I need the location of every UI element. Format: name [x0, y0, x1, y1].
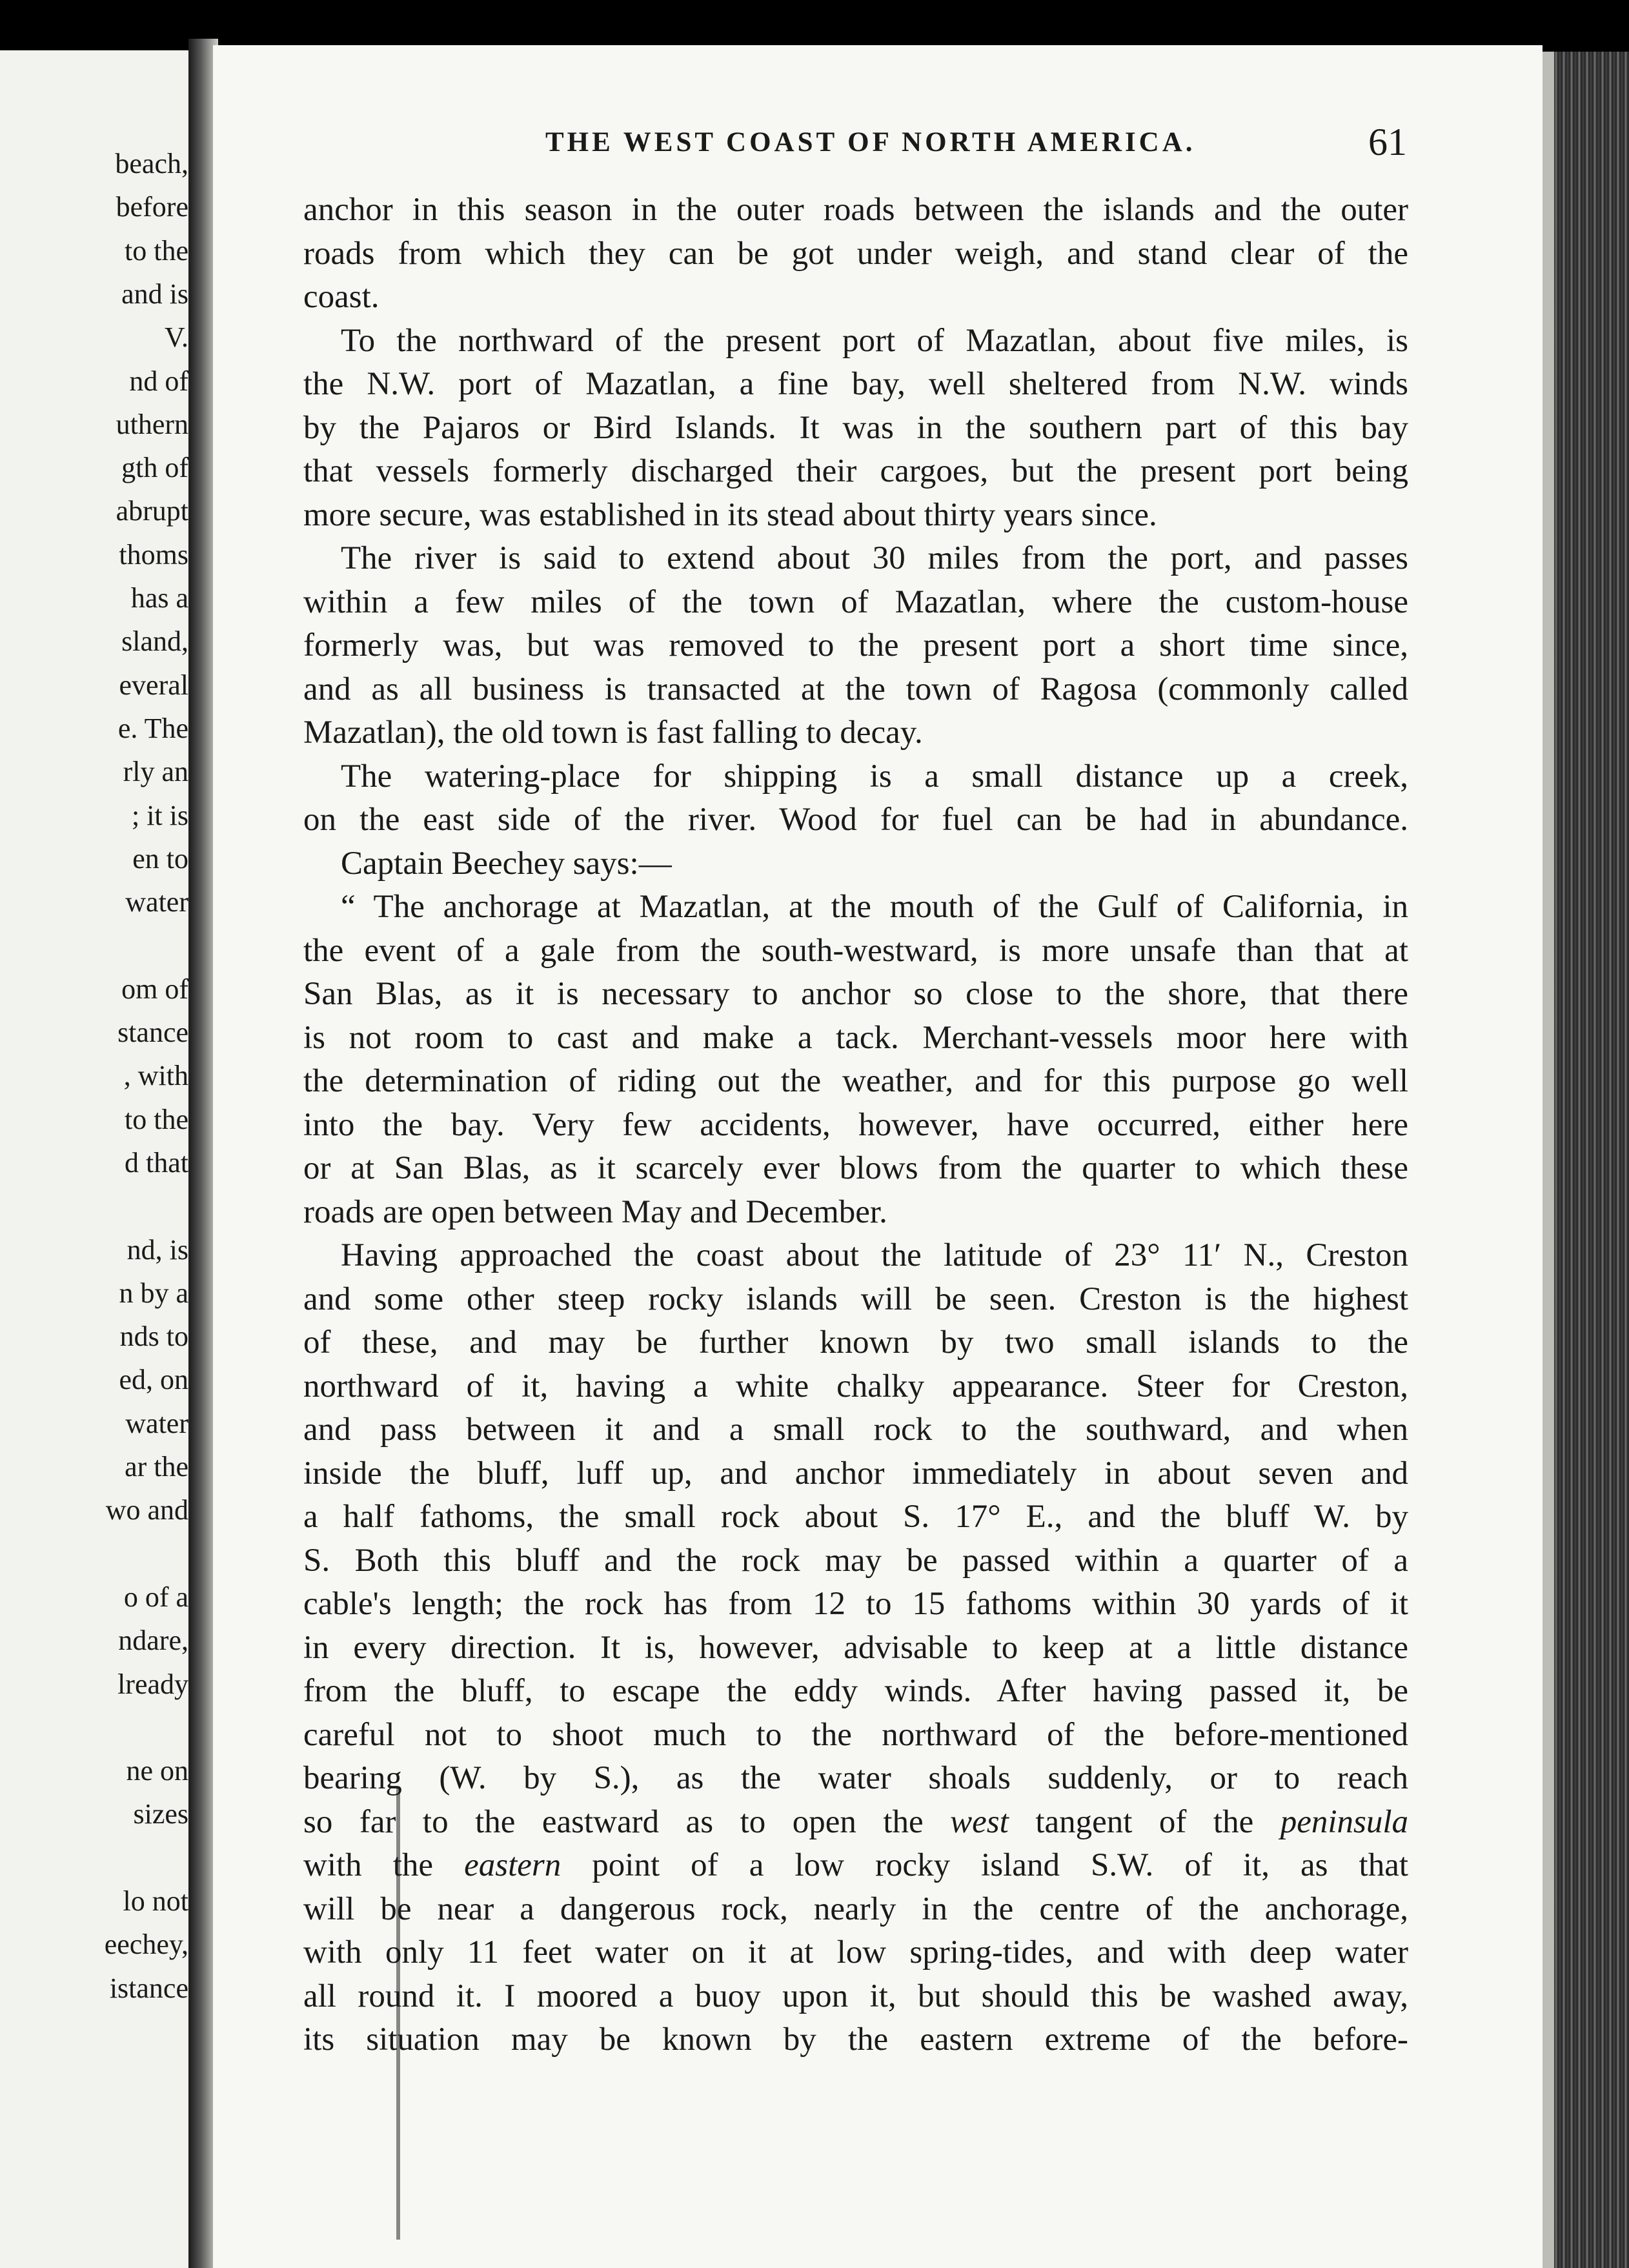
- italic-word: west: [950, 1803, 1009, 1840]
- left-page-line: beach,: [115, 148, 188, 179]
- text-line: Mazatlan), the old town is fast falling to decay.: [303, 714, 923, 751]
- italic-word: peninsula: [1280, 1803, 1409, 1840]
- left-page-line: water: [125, 1407, 188, 1439]
- italic-word: eastern: [464, 1847, 562, 1883]
- left-page-line: sizes: [133, 1798, 188, 1830]
- text-run: point of a low rocky island S.W. of it, as that: [592, 1847, 1409, 1883]
- text-line: a half fathoms, the small rock about S. 17° E., and the bluff W. by: [303, 1499, 1408, 1535]
- text-line: coast.: [303, 279, 379, 315]
- left-facing-page: [0, 50, 192, 2268]
- left-page-line: nd of: [129, 365, 188, 397]
- left-page-line: thoms: [119, 538, 188, 571]
- left-page-line: om of: [121, 973, 188, 1005]
- left-page-line: , with: [123, 1060, 188, 1092]
- left-page-line: abrupt: [116, 495, 188, 527]
- left-page-line: ; it is: [131, 799, 188, 831]
- left-page-line: en to: [132, 842, 188, 875]
- text-run: tangent of the: [1035, 1803, 1254, 1840]
- text-line: To the northward of the present port of Mazatlan, about five miles, is: [341, 322, 1408, 359]
- text-line: The watering-place for shipping is a small distance up a creek,: [341, 758, 1408, 795]
- text-line: Having approached the coast about the latitude of 23° 11′ N., Creston: [341, 1237, 1408, 1273]
- left-page-line: istance: [109, 1972, 188, 2004]
- text-run: with the: [303, 1847, 434, 1883]
- left-page-line: V.: [164, 321, 188, 354]
- text-line: will be near a dangerous rock, nearly in the centre of the anchorage,: [303, 1890, 1408, 1927]
- text-line: and as all business is transacted at the town of Ragosa (commonly called: [303, 671, 1408, 707]
- left-page-line: nd, is: [126, 1233, 188, 1266]
- text-line: the determination of riding out the weather, and for this purpose go well: [303, 1063, 1408, 1099]
- text-line: San Blas, as it is necessary to anchor so close to the shore, that there: [303, 976, 1408, 1012]
- body-text: [303, 188, 1408, 2062]
- left-page-line: and is: [121, 278, 188, 310]
- text-line: within a few miles of the town of Mazatlan, where the custom-house: [303, 583, 1408, 620]
- left-page-line: ne on: [126, 1755, 188, 1787]
- text-line: or at San Blas, as it scarcely ever blows from the quarter to which these: [303, 1150, 1408, 1186]
- left-page-line: before: [116, 191, 188, 223]
- left-page-line: nds to: [119, 1321, 188, 1353]
- left-page-line: ndare,: [118, 1625, 188, 1657]
- text-line: in every direction. It is, however, advisable to keep at a little distance: [303, 1629, 1408, 1666]
- text-line: all round it. I moored a buoy upon it, but should this be washed away,: [303, 1978, 1408, 2014]
- text-line: its situation may be known by the eastern extreme of the before-: [303, 2021, 1408, 2058]
- text-line: with only 11 feet water on it at low spring-tides, and with deep water: [303, 1934, 1408, 1970]
- text-line: roads are open between May and December.: [303, 1193, 887, 1230]
- left-page-line: to the: [125, 234, 188, 267]
- text-line: from the bluff, to escape the eddy winds. After having passed it, be: [303, 1673, 1408, 1709]
- text-line: formerly was, but was removed to the present port a short time since,: [303, 627, 1408, 663]
- left-page-line: everal: [119, 669, 188, 701]
- text-line: that vessels formerly discharged their cargoes, but the present port being: [303, 453, 1408, 489]
- text-line: and pass between it and a small rock to the southward, and when: [303, 1412, 1408, 1448]
- page-edge-highlight: [1543, 52, 1554, 2268]
- text-line: bearing (W. by S.), as the water shoals suddenly, or to reach: [303, 1760, 1408, 1796]
- page-number: 61: [1368, 121, 1407, 163]
- left-page-line: lo not: [123, 1885, 188, 1917]
- left-page-line: stance: [117, 1017, 188, 1048]
- left-page-line: wo and: [105, 1494, 188, 1526]
- text-line: the N.W. port of Mazatlan, a fine bay, well sheltered from N.W. winds: [303, 366, 1408, 402]
- left-page-line: has a: [130, 582, 188, 614]
- left-page-line: ed, on: [119, 1364, 188, 1396]
- text-line: and some other steep rocky islands will be seen. Creston is the highest: [303, 1281, 1408, 1317]
- left-page-line: d that: [125, 1146, 188, 1179]
- left-page-line: rly an: [123, 756, 188, 788]
- text-line: S. Both this bluff and the rock may be passed within a quarter of a: [303, 1542, 1408, 1579]
- text-line: of these, and may be further known by two small islands to the: [303, 1324, 1408, 1361]
- left-page-line: ar the: [125, 1451, 188, 1483]
- left-page-line: eechey,: [104, 1929, 188, 1961]
- text-run: so far to the eastward as to open the: [303, 1803, 924, 1840]
- text-line: northward of it, having a white chalky appearance. Steer for Creston,: [303, 1368, 1408, 1404]
- page-edges: [1543, 52, 1629, 2268]
- text-line: by the Pajaros or Bird Islands. It was in the southern part of this bay: [303, 409, 1408, 446]
- left-page-line: lready: [117, 1668, 188, 1700]
- text-line: the event of a gale from the south-westward, is more unsafe than that at: [303, 932, 1408, 969]
- left-page-line: o of a: [123, 1581, 188, 1613]
- left-page-line: to the: [125, 1103, 188, 1135]
- text-line: careful not to shoot much to the northward of the before-mentioned: [303, 1716, 1408, 1753]
- running-head: THE WEST COAST OF NORTH AMERICA.: [545, 127, 1196, 157]
- left-page-line: water: [125, 886, 188, 918]
- text-line: is not room to cast and make a tack. Merchant-vessels moor here with: [303, 1019, 1408, 1056]
- text-line: more secure, was established in its stead about thirty years since.: [303, 496, 1157, 533]
- text-line: on the east side of the river. Wood for fuel can be had in abundance.: [303, 802, 1408, 838]
- text-line: The river is said to extend about 30 miles from the port, and passes: [341, 540, 1408, 576]
- text-line: roads from which they can be got under weigh, and stand clear of the: [303, 235, 1408, 272]
- left-page-line: sland,: [121, 625, 188, 658]
- left-page-line: e. The: [117, 712, 188, 744]
- left-page-line: n by a: [119, 1277, 188, 1309]
- text-line: “ The anchorage at Mazatlan, at the mouth of the Gulf of California, in: [341, 889, 1408, 925]
- text-line: cable's length; the rock has from 12 to 15 fathoms within 30 yards of it: [303, 1586, 1408, 1622]
- left-page-line: gth of: [121, 452, 188, 484]
- text-line: inside the bluff, luff up, and anchor immediately in about seven and: [303, 1455, 1408, 1492]
- text-line: into the bay. Very few accidents, however, have occurred, either here: [303, 1106, 1408, 1143]
- text-line: anchor in this season in the outer roads between the islands and the outer: [303, 192, 1408, 228]
- text-line: [303, 1801, 1408, 1845]
- left-page-line: uthern: [116, 408, 188, 440]
- text-line: Captain Beechey says:—: [341, 845, 672, 882]
- text-line: [303, 1844, 1408, 1888]
